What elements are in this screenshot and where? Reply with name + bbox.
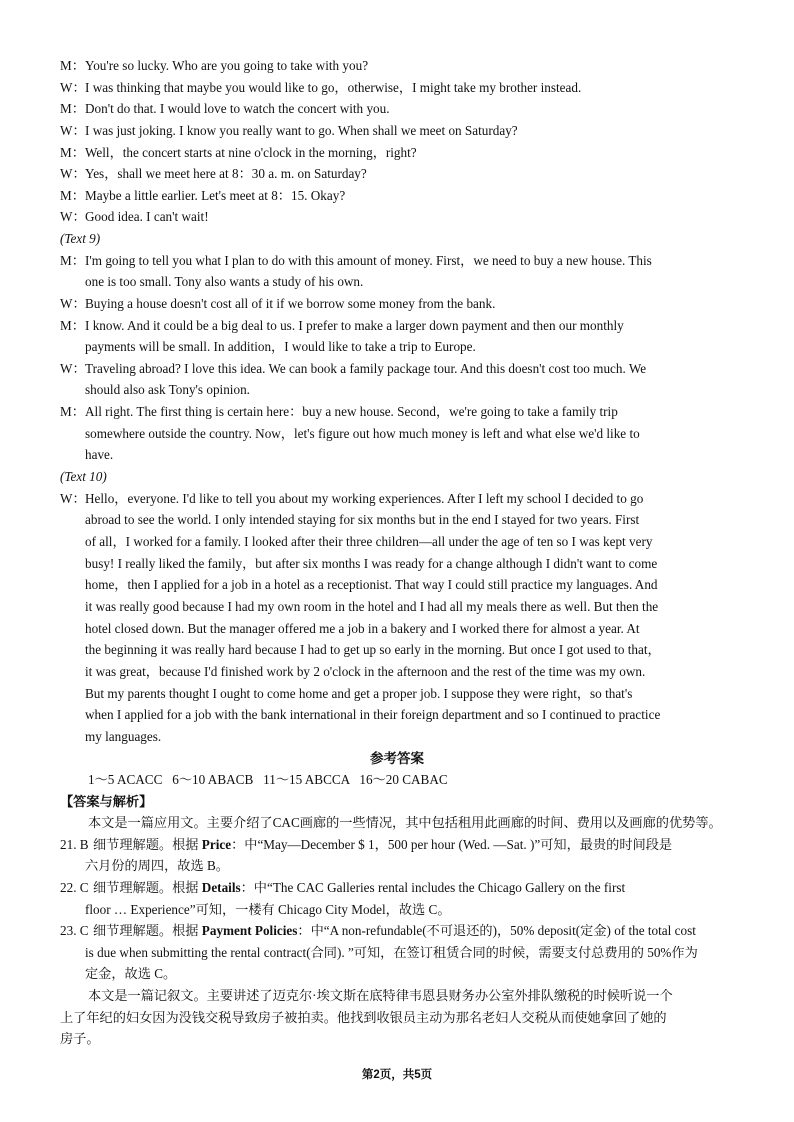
answer-key-title: 参考答案: [370, 751, 424, 766]
speaker-label: W：: [60, 361, 86, 376]
keyword: Details: [201, 880, 241, 895]
dialogue-line: W：Traveling abroad? I love this idea. We can book a family package tour. And this doesn't cost too much. We: [60, 361, 647, 376]
dialogue-line: M：Don't do that. I would love to watch the concert with you.: [60, 101, 390, 116]
analysis-intro: 本文是一篇应用文。主要介绍了CAC画廊的一些情况，其中包括租用此画廊的时间、费用以及画廊的优势等。: [88, 815, 722, 830]
dialogue-line: M：Well，the concert starts at nine o'clock in the morning，right?: [60, 145, 417, 160]
speaker-label: M：: [60, 188, 85, 203]
analysis-item-22: 22. C 细节理解题。根据 Details：中“The CAC Galleries rental includes the Chicago Gallery on the first: [60, 880, 626, 895]
speaker-label: W：: [60, 209, 86, 224]
passage2-summary: 上了年纪的妇女因为没钱交税导致房子被拍卖。他找到收银员主动为那名老妇人交税从而使她拿回了她的: [60, 1010, 667, 1025]
dialogue-line: M：I know. And it could be a big deal to us. I prefer to make a larger down payment and then our monthly: [60, 318, 624, 333]
monologue-line: it was great，because I'd finished work by 2 o'clock in the afternoon and the rest of the time was my own.: [85, 664, 646, 679]
monologue-line: abroad to see the world. I only intended staying for six months but in the end I stayed for two years. First: [85, 512, 640, 527]
monologue-line: But my parents thought I ought to come home and get a proper job. I suppose they were right，so that's: [85, 686, 633, 701]
passage2-summary: 本文是一篇记叙文。主要讲述了迈克尔·埃文斯在底特律韦恩县财务办公室外排队缴税的时候听说一个: [88, 988, 673, 1003]
keyword: Price: [201, 837, 232, 852]
dialogue-line: should also ask Tony's opinion.: [85, 382, 250, 397]
monologue-line: home，then I applied for a job in a hotel as a receptionist. That way I could still practice my languages. And: [85, 577, 658, 592]
passage2-summary: 房子。: [60, 1031, 100, 1046]
speaker-label: W：: [60, 80, 86, 95]
speaker-label: W：: [60, 491, 86, 506]
item-number: 23. C: [60, 923, 89, 938]
speaker-label: M：: [60, 101, 85, 116]
item-number: 21. B: [60, 837, 89, 852]
dialogue-line: M：All right. The first thing is certain here：buy a new house. Second，we're going to take a family trip: [60, 404, 618, 419]
analysis-item-22-cont: floor … Experience”可知，一楼有 Chicago City Model，故选 C。: [85, 902, 451, 917]
analysis-item-21: 21. B 细节理解题。根据 Price：中“May—December $ 1，500 per hour (Wed. —Sat. )”可知，最贵的时间段是: [60, 837, 673, 852]
dialogue-line: M：You're so lucky. Who are you going to take with you?: [60, 58, 369, 73]
dialogue-line: one is too small. Tony also wants a study of his own.: [85, 274, 364, 289]
dialogue-line: M：I'm going to tell you what I plan to do with this amount of money. First，we need to buy a new house. This: [60, 253, 652, 268]
page-footer: 第2页，共5页: [361, 1069, 433, 1081]
dialogue-line: somewhere outside the country. Now，let's figure out how much money is left and what else we'd like to: [85, 426, 640, 441]
dialogue-line: W：Good idea. I can't wait!: [60, 209, 209, 224]
speaker-label: W：: [60, 296, 86, 311]
speaker-label: M：: [60, 318, 85, 333]
monologue-line: W：Hello，everyone. I'd like to tell you about my working experiences. After I left my school I decided to go: [60, 491, 644, 506]
dialogue-line: M：Maybe a little earlier. Let's meet at 8：15. Okay?: [60, 188, 346, 203]
dialogue-line: W：I was just joking. I know you really want to go. When shall we meet on Saturday?: [60, 123, 518, 138]
monologue-line: when I applied for a job with the bank international in their foreign department and so I continued to practice: [85, 707, 661, 722]
monologue-line: the beginning it was really hard because I had to get up so early in the morning. But once I got used to that，: [85, 642, 661, 657]
dialogue-line: payments will be small. In addition，I would like to take a trip to Europe.: [85, 339, 476, 354]
analysis-item-23: 23. C 细节理解题。根据 Payment Policies：中“A non-refundable(不可退还的)，50% deposit(定金) of the total cost: [60, 923, 696, 938]
monologue-line: my languages.: [85, 729, 162, 744]
analysis-item-23-cont: is due when submitting the rental contract(合同). ”可知，在签订租赁合同的时候，需要支付总费用的 50%作为: [85, 945, 698, 960]
speaker-label: W：: [60, 166, 86, 181]
monologue-line: it was really good because I had my own room in the hotel and I had all my meals there as well. But then the: [85, 599, 659, 614]
keyword: Payment Policies: [201, 923, 298, 938]
dialogue-line: W：Yes，shall we meet here at 8：30 a. m. on Saturday?: [60, 166, 367, 181]
monologue-line: busy! I really liked the family，but after six months I was ready for a change although I didn't want to come: [85, 556, 658, 571]
speaker-label: W：: [60, 123, 86, 138]
dialogue-line: have.: [85, 447, 114, 462]
analysis-header: 【答案与解析】: [60, 794, 153, 809]
speaker-label: M：: [60, 58, 85, 73]
answer-key-line: 1～5 ACACC 6～10 ABACB 11～15 ABCCA 16～20 CABAC: [88, 772, 448, 787]
analysis-item-23-cont: 定金，故选 C。: [85, 966, 177, 981]
speaker-label: M：: [60, 145, 85, 160]
speaker-label: M：: [60, 253, 85, 268]
section-label-text10: (Text 10): [60, 469, 107, 484]
speaker-label: M：: [60, 404, 85, 419]
dialogue-line: W：Buying a house doesn't cost all of it if we borrow some money from the bank.: [60, 296, 496, 311]
dialogue-line: W：I was thinking that maybe you would like to go，otherwise，I might take my brother instead.: [60, 80, 582, 95]
section-label-text9: (Text 9): [60, 231, 101, 246]
analysis-item-21-cont: 六月份的周四，故选 B。: [85, 858, 229, 873]
monologue-line: hotel closed down. But the manager offered me a job in a bakery and I worked there for almost a year. At: [85, 621, 640, 636]
monologue-line: of all，I worked for a family. I looked after their three children—all under the age of ten so I was kept very: [85, 534, 653, 549]
item-number: 22. C: [60, 880, 89, 895]
